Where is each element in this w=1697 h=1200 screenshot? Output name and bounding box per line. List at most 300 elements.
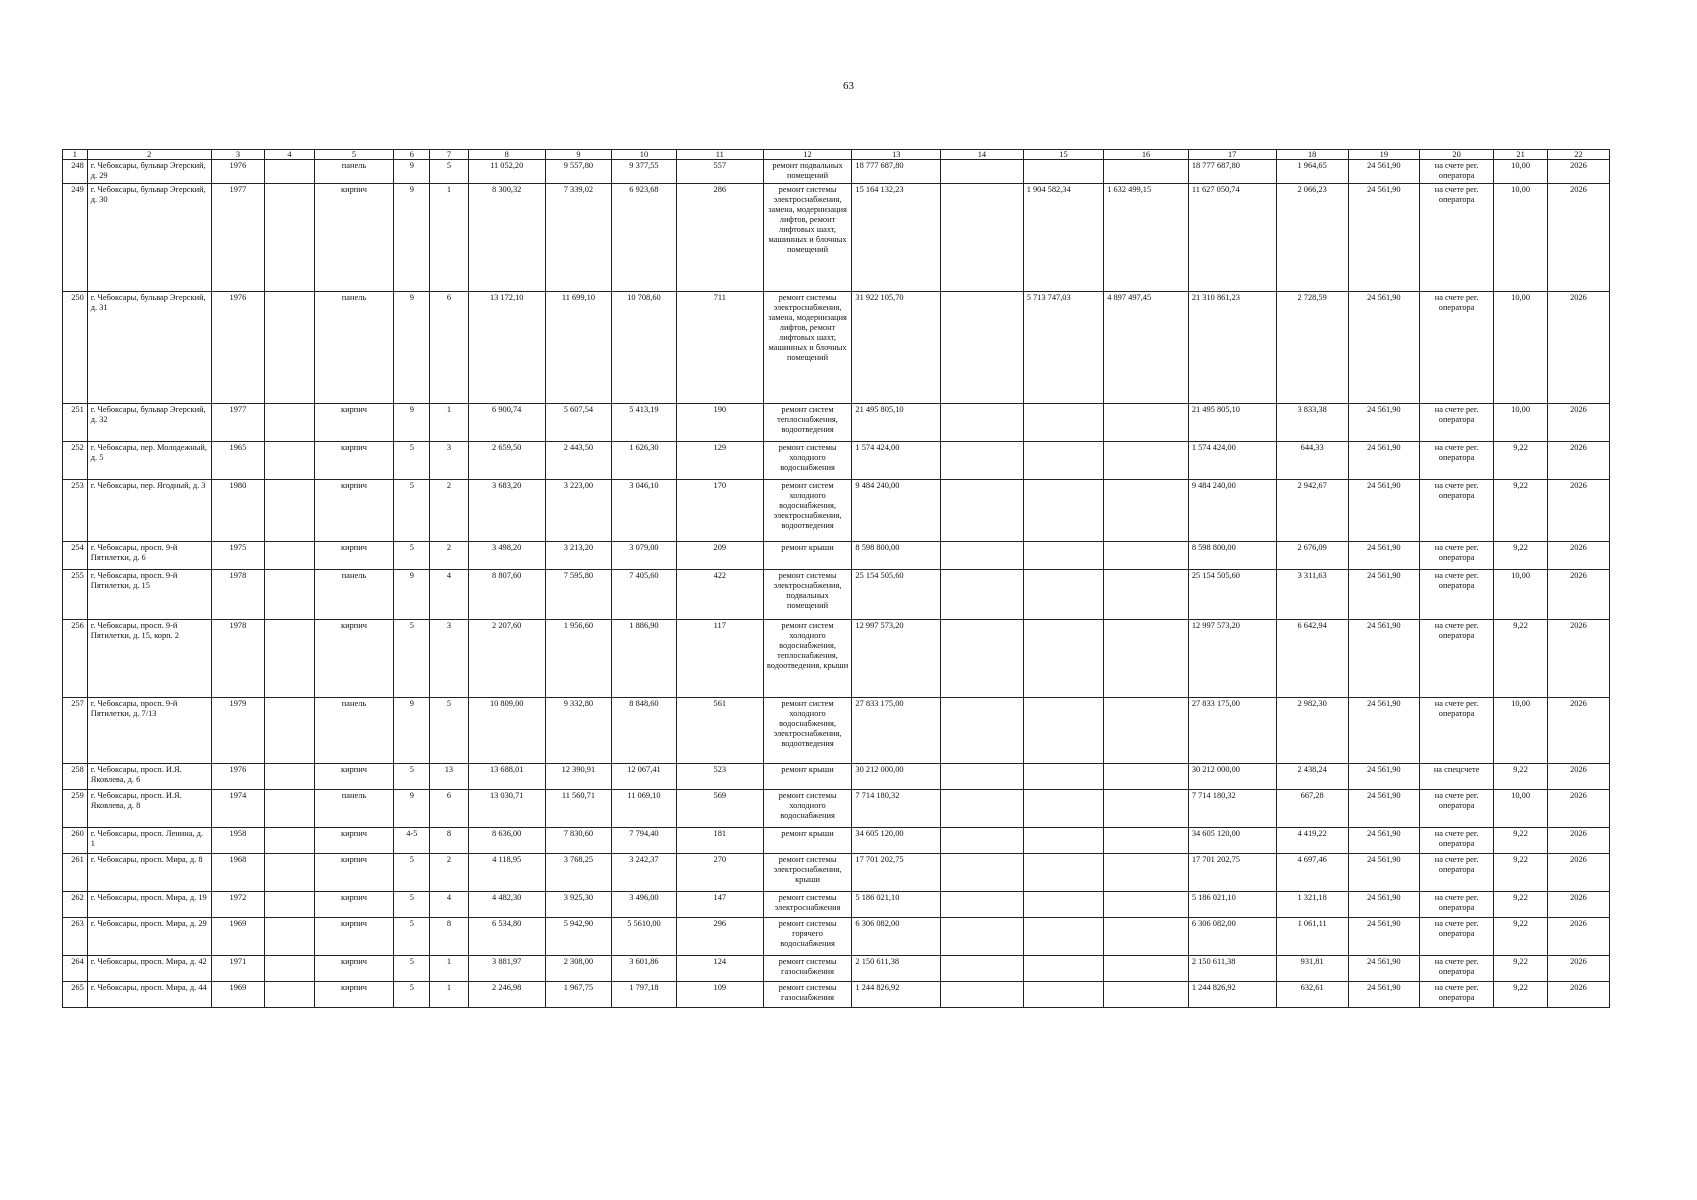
cell-row-number: 263 xyxy=(63,918,88,956)
cell-col-4 xyxy=(265,480,315,542)
cell-floors: 5 xyxy=(394,620,430,698)
column-header-18: 18 xyxy=(1276,150,1348,160)
cell-premises-area: 2 308,00 xyxy=(545,956,611,982)
table-row xyxy=(63,918,1610,956)
cell-address: г. Чебоксары, просп. Мира, д. 8 xyxy=(87,854,211,892)
column-header-20: 20 xyxy=(1419,150,1493,160)
cell-entrances: 2 xyxy=(430,480,468,542)
cell-col-16 xyxy=(1104,404,1189,442)
cell-col-15 xyxy=(1023,404,1103,442)
cell-premises-area: 1 967,75 xyxy=(545,982,611,1008)
cell-fund-status: на счете рег. оператора xyxy=(1419,292,1493,404)
cell-premises-area: 5 607,54 xyxy=(545,404,611,442)
cell-residential-area: 6 923,68 xyxy=(611,184,676,292)
cell-repair-works: ремонт системы электроснабжения xyxy=(763,892,852,918)
column-header-19: 19 xyxy=(1348,150,1419,160)
cell-col-14 xyxy=(941,542,1024,570)
cell-construction-year: 1978 xyxy=(211,620,265,698)
cell-fund-status: на счете рег. оператора xyxy=(1419,956,1493,982)
cell-construction-year: 1971 xyxy=(211,956,265,982)
cell-unit-cost: 2 676,09 xyxy=(1276,542,1348,570)
cell-entrances: 6 xyxy=(430,790,468,828)
table-row xyxy=(63,764,1610,790)
cell-col-17: 8 598 800,00 xyxy=(1188,542,1276,570)
cell-residential-area: 9 377,55 xyxy=(611,160,676,184)
table-header xyxy=(63,150,1610,160)
cell-col-4 xyxy=(265,956,315,982)
cell-total-cost: 18 777 687,80 xyxy=(852,160,941,184)
cell-col-4 xyxy=(265,160,315,184)
cell-year-planned: 2026 xyxy=(1547,570,1609,620)
cell-col-14 xyxy=(941,292,1024,404)
cell-col-15 xyxy=(1023,542,1103,570)
cell-floors: 9 xyxy=(394,698,430,764)
cell-col-21: 10,00 xyxy=(1494,790,1548,828)
cell-col-14 xyxy=(941,184,1024,292)
cell-residential-area: 7 405,60 xyxy=(611,570,676,620)
cell-col-16 xyxy=(1104,790,1189,828)
cell-repair-works: ремонт подвальных помещений xyxy=(763,160,852,184)
cell-residents: 422 xyxy=(676,570,763,620)
cell-limit-cost: 24 561,90 xyxy=(1348,542,1419,570)
cell-col-4 xyxy=(265,982,315,1008)
cell-col-21: 9,22 xyxy=(1494,828,1548,854)
cell-fund-status: на счете рег. оператора xyxy=(1419,918,1493,956)
cell-col-17: 21 310 861,23 xyxy=(1188,292,1276,404)
cell-address: г. Чебоксары, бульвар Эгерский, д. 29 xyxy=(87,160,211,184)
cell-col-16 xyxy=(1104,442,1189,480)
cell-col-16 xyxy=(1104,698,1189,764)
cell-col-4 xyxy=(265,570,315,620)
table-row xyxy=(63,160,1610,184)
cell-unit-cost: 667,28 xyxy=(1276,790,1348,828)
cell-col-21: 10,00 xyxy=(1494,184,1548,292)
cell-col-15 xyxy=(1023,918,1103,956)
cell-year-planned: 2026 xyxy=(1547,442,1609,480)
cell-col-4 xyxy=(265,892,315,918)
cell-residents: 124 xyxy=(676,956,763,982)
cell-wall-material: кирпич xyxy=(314,442,393,480)
cell-col-17: 9 484 240,00 xyxy=(1188,480,1276,542)
cell-total-area: 8 300,32 xyxy=(468,184,545,292)
cell-premises-area: 2 443,50 xyxy=(545,442,611,480)
cell-total-area: 3 683,20 xyxy=(468,480,545,542)
cell-col-4 xyxy=(265,620,315,698)
cell-construction-year: 1978 xyxy=(211,570,265,620)
cell-residential-area: 3 242,37 xyxy=(611,854,676,892)
cell-entrances: 8 xyxy=(430,828,468,854)
cell-row-number: 255 xyxy=(63,570,88,620)
table-row xyxy=(63,542,1610,570)
cell-address: г. Чебоксары, бульвар Эгерский, д. 32 xyxy=(87,404,211,442)
cell-fund-status: на счете рег. оператора xyxy=(1419,982,1493,1008)
cell-address: г. Чебоксары, просп. Мира, д. 42 xyxy=(87,956,211,982)
cell-year-planned: 2026 xyxy=(1547,698,1609,764)
cell-unit-cost: 3 833,38 xyxy=(1276,404,1348,442)
cell-col-4 xyxy=(265,790,315,828)
cell-col-21: 9,22 xyxy=(1494,918,1548,956)
cell-construction-year: 1980 xyxy=(211,480,265,542)
cell-col-16 xyxy=(1104,956,1189,982)
table-row xyxy=(63,570,1610,620)
cell-col-21: 10,00 xyxy=(1494,160,1548,184)
cell-construction-year: 1976 xyxy=(211,292,265,404)
cell-col-21: 10,00 xyxy=(1494,404,1548,442)
cell-total-area: 10 809,00 xyxy=(468,698,545,764)
cell-col-14 xyxy=(941,956,1024,982)
cell-col-21: 9,22 xyxy=(1494,982,1548,1008)
cell-year-planned: 2026 xyxy=(1547,184,1609,292)
cell-total-area: 2 659,50 xyxy=(468,442,545,480)
cell-total-area: 8 807,60 xyxy=(468,570,545,620)
cell-premises-area: 9 332,80 xyxy=(545,698,611,764)
cell-year-planned: 2026 xyxy=(1547,764,1609,790)
cell-residents: 209 xyxy=(676,542,763,570)
column-header-3: 3 xyxy=(211,150,265,160)
cell-year-planned: 2026 xyxy=(1547,480,1609,542)
column-header-2: 2 xyxy=(87,150,211,160)
cell-col-21: 10,00 xyxy=(1494,570,1548,620)
cell-col-4 xyxy=(265,292,315,404)
cell-unit-cost: 1 321,18 xyxy=(1276,892,1348,918)
cell-total-cost: 8 598 800,00 xyxy=(852,542,941,570)
cell-fund-status: на счете рег. оператора xyxy=(1419,542,1493,570)
cell-row-number: 262 xyxy=(63,892,88,918)
cell-residential-area: 3 496,00 xyxy=(611,892,676,918)
cell-col-17: 5 186 021,10 xyxy=(1188,892,1276,918)
cell-construction-year: 1972 xyxy=(211,892,265,918)
cell-total-area: 13 688,01 xyxy=(468,764,545,790)
cell-construction-year: 1968 xyxy=(211,854,265,892)
cell-residential-area: 1 626,30 xyxy=(611,442,676,480)
cell-entrances: 1 xyxy=(430,404,468,442)
cell-col-14 xyxy=(941,480,1024,542)
cell-floors: 9 xyxy=(394,184,430,292)
cell-limit-cost: 24 561,90 xyxy=(1348,854,1419,892)
cell-entrances: 1 xyxy=(430,982,468,1008)
cell-premises-area: 7 595,80 xyxy=(545,570,611,620)
cell-floors: 5 xyxy=(394,918,430,956)
cell-col-14 xyxy=(941,982,1024,1008)
cell-col-17: 11 627 050,74 xyxy=(1188,184,1276,292)
cell-residential-area: 11 069,10 xyxy=(611,790,676,828)
cell-col-14 xyxy=(941,698,1024,764)
cell-residents: 286 xyxy=(676,184,763,292)
cell-floors: 9 xyxy=(394,404,430,442)
cell-col-4 xyxy=(265,542,315,570)
cell-col-17: 6 306 082,00 xyxy=(1188,918,1276,956)
cell-residents: 170 xyxy=(676,480,763,542)
cell-col-14 xyxy=(941,918,1024,956)
cell-unit-cost: 2 438,24 xyxy=(1276,764,1348,790)
cell-year-planned: 2026 xyxy=(1547,982,1609,1008)
cell-total-area: 3 498,20 xyxy=(468,542,545,570)
page-number: 63 xyxy=(843,80,854,92)
cell-col-4 xyxy=(265,918,315,956)
column-header-6: 6 xyxy=(394,150,430,160)
cell-year-planned: 2026 xyxy=(1547,854,1609,892)
table-row xyxy=(63,956,1610,982)
cell-col-21: 10,00 xyxy=(1494,698,1548,764)
cell-col-14 xyxy=(941,892,1024,918)
cell-col-17: 34 605 120,00 xyxy=(1188,828,1276,854)
cell-unit-cost: 2 728,59 xyxy=(1276,292,1348,404)
cell-address: г. Чебоксары, просп. И.Я. Яковлева, д. 8 xyxy=(87,790,211,828)
cell-col-17: 17 701 202,75 xyxy=(1188,854,1276,892)
cell-total-cost: 9 484 240,00 xyxy=(852,480,941,542)
cell-wall-material: кирпич xyxy=(314,918,393,956)
cell-col-21: 10,00 xyxy=(1494,292,1548,404)
cell-construction-year: 1975 xyxy=(211,542,265,570)
cell-year-planned: 2026 xyxy=(1547,404,1609,442)
cell-floors: 9 xyxy=(394,790,430,828)
cell-fund-status: на счете рег. оператора xyxy=(1419,698,1493,764)
cell-total-cost: 34 605 120,00 xyxy=(852,828,941,854)
cell-address: г. Чебоксары, просп. 9-й Пятилетки, д. 6 xyxy=(87,542,211,570)
cell-col-14 xyxy=(941,620,1024,698)
cell-residents: 117 xyxy=(676,620,763,698)
cell-total-cost: 1 574 424,00 xyxy=(852,442,941,480)
cell-wall-material: кирпич xyxy=(314,854,393,892)
cell-entrances: 4 xyxy=(430,570,468,620)
cell-col-17: 1 574 424,00 xyxy=(1188,442,1276,480)
cell-residents: 296 xyxy=(676,918,763,956)
cell-col-4 xyxy=(265,764,315,790)
cell-row-number: 260 xyxy=(63,828,88,854)
cell-residential-area: 7 794,40 xyxy=(611,828,676,854)
cell-entrances: 4 xyxy=(430,892,468,918)
cell-col-21: 9,22 xyxy=(1494,442,1548,480)
cell-col-17: 7 714 180,32 xyxy=(1188,790,1276,828)
cell-total-area: 6 534,80 xyxy=(468,918,545,956)
cell-residential-area: 8 848,60 xyxy=(611,698,676,764)
cell-total-cost: 1 244 826,92 xyxy=(852,982,941,1008)
cell-limit-cost: 24 561,90 xyxy=(1348,956,1419,982)
cell-residents: 181 xyxy=(676,828,763,854)
cell-repair-works: ремонт систем теплоснабжения, водоотведения xyxy=(763,404,852,442)
cell-col-17: 25 154 505,60 xyxy=(1188,570,1276,620)
cell-unit-cost: 4 697,46 xyxy=(1276,854,1348,892)
table-row xyxy=(63,982,1610,1008)
cell-wall-material: панель xyxy=(314,698,393,764)
cell-floors: 5 xyxy=(394,442,430,480)
cell-limit-cost: 24 561,90 xyxy=(1348,982,1419,1008)
cell-wall-material: панель xyxy=(314,160,393,184)
cell-col-16 xyxy=(1104,160,1189,184)
cell-fund-status: на счете рег. оператора xyxy=(1419,570,1493,620)
column-header-13: 13 xyxy=(852,150,941,160)
column-header-21: 21 xyxy=(1494,150,1548,160)
column-header-5: 5 xyxy=(314,150,393,160)
cell-col-16 xyxy=(1104,918,1189,956)
column-header-17: 17 xyxy=(1188,150,1276,160)
cell-col-15: 1 904 582,34 xyxy=(1023,184,1103,292)
cell-col-16 xyxy=(1104,828,1189,854)
cell-unit-cost: 632,61 xyxy=(1276,982,1348,1008)
cell-col-15 xyxy=(1023,854,1103,892)
cell-col-15 xyxy=(1023,620,1103,698)
cell-repair-works: ремонт системы холодного водоснабжения xyxy=(763,442,852,480)
cell-residential-area: 10 708,60 xyxy=(611,292,676,404)
cell-residents: 557 xyxy=(676,160,763,184)
cell-address: г. Чебоксары, пер. Ягодный, д. 3 xyxy=(87,480,211,542)
cell-col-4 xyxy=(265,404,315,442)
cell-entrances: 3 xyxy=(430,620,468,698)
cell-total-cost: 30 212 000,00 xyxy=(852,764,941,790)
cell-unit-cost: 1 061,11 xyxy=(1276,918,1348,956)
cell-premises-area: 9 557,80 xyxy=(545,160,611,184)
cell-residents: 270 xyxy=(676,854,763,892)
table-body xyxy=(63,160,1610,1008)
table-row xyxy=(63,854,1610,892)
cell-total-cost: 31 922 105,70 xyxy=(852,292,941,404)
cell-premises-area: 3 768,25 xyxy=(545,854,611,892)
cell-total-cost: 25 154 505,60 xyxy=(852,570,941,620)
cell-year-planned: 2026 xyxy=(1547,956,1609,982)
cell-floors: 9 xyxy=(394,160,430,184)
cell-col-21: 9,22 xyxy=(1494,480,1548,542)
cell-total-cost: 6 306 082,00 xyxy=(852,918,941,956)
cell-total-area: 2 207,60 xyxy=(468,620,545,698)
cell-total-cost: 5 186 021,10 xyxy=(852,892,941,918)
cell-year-planned: 2026 xyxy=(1547,292,1609,404)
cell-repair-works: ремонт систем холодного водоснабжения, теплоснабжения, водоотведения, крыши xyxy=(763,620,852,698)
cell-row-number: 252 xyxy=(63,442,88,480)
cell-total-cost: 7 714 180,32 xyxy=(852,790,941,828)
cell-col-17: 21 495 805,10 xyxy=(1188,404,1276,442)
cell-repair-works: ремонт систем холодного водоснабжения, электроснабжения, водоотведения xyxy=(763,480,852,542)
column-header-10: 10 xyxy=(611,150,676,160)
cell-residents: 523 xyxy=(676,764,763,790)
cell-address: г. Чебоксары, просп. Мира, д. 44 xyxy=(87,982,211,1008)
cell-entrances: 5 xyxy=(430,698,468,764)
cell-fund-status: на счете рег. оператора xyxy=(1419,160,1493,184)
cell-row-number: 248 xyxy=(63,160,88,184)
cell-premises-area: 5 942,90 xyxy=(545,918,611,956)
cell-floors: 5 xyxy=(394,892,430,918)
cell-row-number: 265 xyxy=(63,982,88,1008)
cell-total-area: 2 246,98 xyxy=(468,982,545,1008)
cell-construction-year: 1958 xyxy=(211,828,265,854)
cell-floors: 9 xyxy=(394,570,430,620)
cell-repair-works: ремонт системы газоснабжения xyxy=(763,956,852,982)
cell-col-4 xyxy=(265,698,315,764)
cell-construction-year: 1977 xyxy=(211,184,265,292)
cell-floors: 5 xyxy=(394,956,430,982)
column-header-4: 4 xyxy=(265,150,315,160)
cell-wall-material: панель xyxy=(314,570,393,620)
cell-col-14 xyxy=(941,570,1024,620)
cell-wall-material: кирпич xyxy=(314,828,393,854)
cell-residents: 561 xyxy=(676,698,763,764)
table-row xyxy=(63,184,1610,292)
cell-address: г. Чебоксары, просп. Мира, д. 29 xyxy=(87,918,211,956)
cell-address: г. Чебоксары, бульвар Эгерский, д. 30 xyxy=(87,184,211,292)
cell-year-planned: 2026 xyxy=(1547,892,1609,918)
cell-premises-area: 7 830,60 xyxy=(545,828,611,854)
cell-col-15 xyxy=(1023,790,1103,828)
cell-row-number: 251 xyxy=(63,404,88,442)
cell-total-cost: 12 997 573,20 xyxy=(852,620,941,698)
cell-col-14 xyxy=(941,442,1024,480)
cell-floors: 9 xyxy=(394,292,430,404)
cell-col-14 xyxy=(941,828,1024,854)
cell-residential-area: 3 079,00 xyxy=(611,542,676,570)
cell-limit-cost: 24 561,90 xyxy=(1348,620,1419,698)
cell-entrances: 3 xyxy=(430,442,468,480)
cell-wall-material: кирпич xyxy=(314,956,393,982)
cell-col-21: 9,22 xyxy=(1494,542,1548,570)
cell-row-number: 258 xyxy=(63,764,88,790)
cell-premises-area: 1 956,60 xyxy=(545,620,611,698)
cell-entrances: 6 xyxy=(430,292,468,404)
cell-wall-material: кирпич xyxy=(314,620,393,698)
table-row xyxy=(63,292,1610,404)
cell-total-area: 13 172,10 xyxy=(468,292,545,404)
cell-total-cost: 2 150 611,38 xyxy=(852,956,941,982)
cell-address: г. Чебоксары, просп. 9-й Пятилетки, д. 7/13 xyxy=(87,698,211,764)
cell-fund-status: на счете рег. оператора xyxy=(1419,828,1493,854)
cell-premises-area: 11 560,71 xyxy=(545,790,611,828)
cell-unit-cost: 4 419,22 xyxy=(1276,828,1348,854)
cell-residential-area: 3 601,86 xyxy=(611,956,676,982)
cell-limit-cost: 24 561,90 xyxy=(1348,404,1419,442)
column-header-15: 15 xyxy=(1023,150,1103,160)
cell-col-16 xyxy=(1104,480,1189,542)
cell-unit-cost: 2 942,67 xyxy=(1276,480,1348,542)
cell-floors: 4-5 xyxy=(394,828,430,854)
column-header-7: 7 xyxy=(430,150,468,160)
cell-row-number: 256 xyxy=(63,620,88,698)
cell-col-15: 5 713 747,03 xyxy=(1023,292,1103,404)
cell-col-16 xyxy=(1104,892,1189,918)
cell-limit-cost: 24 561,90 xyxy=(1348,918,1419,956)
column-header-11: 11 xyxy=(676,150,763,160)
cell-wall-material: кирпич xyxy=(314,404,393,442)
cell-construction-year: 1976 xyxy=(211,160,265,184)
cell-limit-cost: 24 561,90 xyxy=(1348,160,1419,184)
cell-address: г. Чебоксары, просп. 9-й Пятилетки, д. 15 xyxy=(87,570,211,620)
cell-address: г. Чебоксары, просп. 9-й Пятилетки, д. 15, корп. 2 xyxy=(87,620,211,698)
cell-wall-material: панель xyxy=(314,292,393,404)
cell-address: г. Чебоксары, просп. Мира, д. 19 xyxy=(87,892,211,918)
cell-wall-material: кирпич xyxy=(314,892,393,918)
cell-repair-works: ремонт системы электроснабжения, подвальных помещений xyxy=(763,570,852,620)
cell-col-15 xyxy=(1023,828,1103,854)
cell-total-cost: 15 164 132,23 xyxy=(852,184,941,292)
cell-unit-cost: 2 066,23 xyxy=(1276,184,1348,292)
cell-col-16 xyxy=(1104,854,1189,892)
cell-row-number: 249 xyxy=(63,184,88,292)
cell-col-14 xyxy=(941,404,1024,442)
cell-total-area: 4 482,30 xyxy=(468,892,545,918)
cell-residents: 147 xyxy=(676,892,763,918)
cell-fund-status: на счете рег. оператора xyxy=(1419,184,1493,292)
cell-row-number: 259 xyxy=(63,790,88,828)
cell-limit-cost: 24 561,90 xyxy=(1348,292,1419,404)
cell-unit-cost: 3 311,63 xyxy=(1276,570,1348,620)
cell-col-4 xyxy=(265,854,315,892)
cell-limit-cost: 24 561,90 xyxy=(1348,764,1419,790)
cell-wall-material: кирпич xyxy=(314,764,393,790)
cell-col-21: 9,22 xyxy=(1494,956,1548,982)
cell-limit-cost: 24 561,90 xyxy=(1348,184,1419,292)
cell-total-area: 3 881,97 xyxy=(468,956,545,982)
cell-col-15 xyxy=(1023,982,1103,1008)
cell-col-16 xyxy=(1104,620,1189,698)
cell-total-area: 6 900,74 xyxy=(468,404,545,442)
cell-construction-year: 1977 xyxy=(211,404,265,442)
